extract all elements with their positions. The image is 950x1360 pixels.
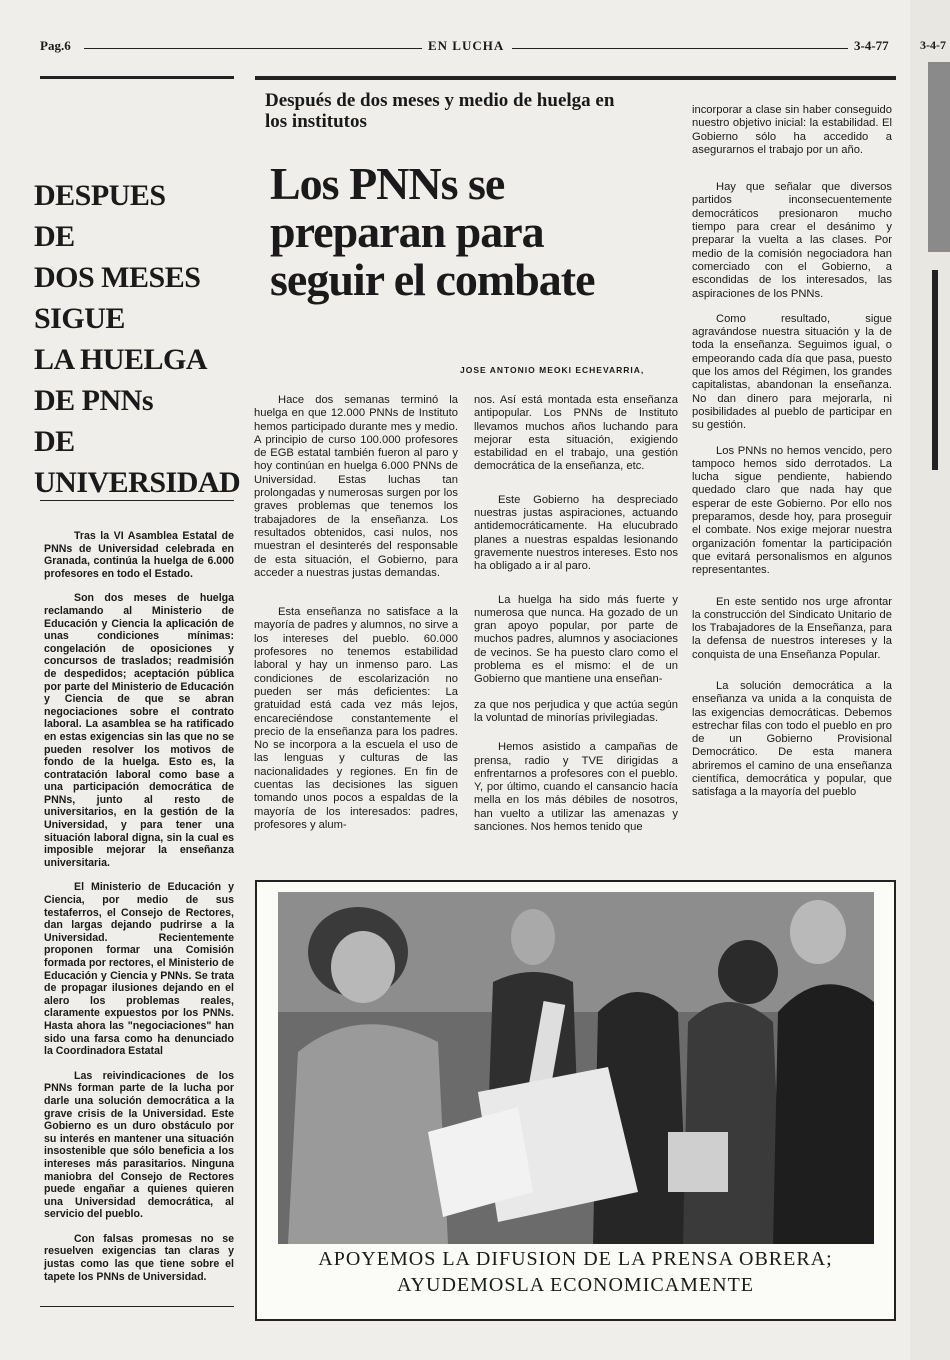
- photo-caption-line-2: AYUDEMOSLA ECONOMICAMENTE: [396, 1274, 755, 1296]
- left-paragraph: El Ministerio de Educación y Ciencia, por medio de sus testaferros, el Consejo de Rectores, dan largas dejando pudrirse a la Universidad. Recientemente proponen formar una Comisión formada por rectores, el Ministerio de Educación y Ciencia y PNNs. Se trata de propagar ilusiones dejando en el alero los problemas reales, claramente expuestos por los PNNs. Hasta ahora las "negociaciones" han sido una farsa como ha denunciado la Coordinadora Estatal: [44, 881, 234, 1058]
- newspaper-name: EN LUCHA: [428, 38, 505, 53]
- left-title-line: DE: [34, 220, 75, 253]
- left-top-rule: [40, 76, 234, 79]
- article-paragraph: La solución democrática a la enseñanza va unida a la conquista de las exigencias democráticas. Debemos estrechar filas con todo el pueblo en pro de un Gobierno Provisional Democrático. De esta manera abriremos el camino de una enseñanza científica, democrática y popular, que satisfaga a la mayoría del pueblo: [692, 679, 892, 799]
- left-bottom-rule: [40, 1306, 234, 1307]
- article-paragraph: Hace dos semanas terminó la huelga en que 12.000 PNNs de Instituto hemos participado durante mes y medio. A principio de curso 100.000 profesores de EGB estatal también fueron al paro y hoy continúan en huelga 6.000 PNNs de Universidad. Estas luchas tan prolongadas y numerosas surgen por los graves problemas que tenemos los trabajadores de la enseñanza. Los resultados obtenidos, casi nulos, nos muestran el desinterés del responsable de esta situación, el Gobierno, para acceder a nuestras justas demandas.: [254, 394, 458, 579]
- article-paragraph: nos. Así está montada esta enseñanza antipopular. Los PNNs de Instituto llevamos muchos años luchando para mejorar esta situación, exigiendo estabilidad en el trabajo, una gestión democrática de la enseñanza, etc.: [474, 394, 678, 473]
- left-title-line: DE PNNs: [34, 384, 154, 417]
- page-number: Pag.6: [40, 38, 71, 53]
- article-top-rule: [255, 76, 896, 80]
- left-title: [34, 175, 241, 503]
- left-paragraph: Con falsas promesas no se resuelven exigencias tan claras y justas como las que tiene sobre el tapete los PNNs de Universidad.: [44, 1232, 234, 1283]
- photo-box: [255, 880, 896, 1321]
- headline-line: Los PNNs se: [270, 158, 505, 209]
- article-paragraph: Esta enseñanza no satisface a la mayoría de padres y alumnos, no sirve a los intereses del pueblo. 60.000 profesores no tenemos estabilidad laboral y hay un inmenso paro. Las condiciones de escolarización no pueden ser más deficientes: La gratuidad está cada vez más lejos, encareciéndose constantemente el precio de la enseñanza para los padres. No se incorpora a la escuela el uso de las lenguas y culturas de las nacionalidades y regiones. En fin de cuentas las decisiones las siguen tomando unos pocos a espaldas de la mayoría de los interesados: padres, profesores y alum-: [254, 606, 458, 831]
- left-title-line: DOS MESES: [34, 261, 201, 294]
- article-column-3: [692, 104, 892, 812]
- article-paragraph: Los PNNs no hemos vencido, pero tampoco hemos sido derrotados. La lucha sigue pendiente, habiendo quedado claro que nada hay que esperar de este Gobierno. Por ello nos preparamos, desde hoy, para proseguir el combate. Nos exige mejorar nuestra organización fomentar la participación que evitará personalismos en algunos representantes.: [692, 444, 892, 577]
- strike-photo: [278, 892, 874, 1244]
- photo-caption-line-1: APOYEMOS LA DIFUSION DE LA PRENSA OBRERA;: [318, 1248, 833, 1270]
- next-page-title-fragment: [932, 270, 950, 470]
- left-title-rule: [40, 500, 234, 501]
- article-paragraph: En este sentido nos urge afrontar la construcción del Sindicato Unitario de los Trabajadores de la Enseñanza, para la defensa de nuestros intereses y la conquista de una Enseñanza Popular.: [692, 595, 892, 661]
- article-kicker: Después de dos meses y medio de huelga en los institutos: [265, 90, 615, 132]
- next-page-photo-fragment: [928, 62, 950, 252]
- article-column-2: [474, 394, 678, 846]
- article-byline: JOSE ANTONIO MEOKI ECHEVARRIA,: [460, 365, 645, 375]
- left-body: [44, 530, 234, 1295]
- headline-line: preparan para: [270, 206, 544, 257]
- left-paragraph: Las reivindicaciones de los PNNs forman parte de la lucha por darle una solución democrática a la grave crisis de la Universidad. Este Gobierno es un duro obstáculo por su interés en mantener una situación insostenible que sólo beneficia a los intereses más parasitarios. Ninguna maniobra del Consejo de Rectores puede engañar a quienes quieren una Universidad democrática, al servicio del pueblo.: [44, 1069, 234, 1221]
- next-page-edge: [910, 0, 950, 1360]
- issue-date: 3-4-77: [854, 38, 889, 53]
- article-paragraph: Hemos asistido a campañas de prensa, radio y TVE dirigidas a enfrentarnos a profesores con el pueblo. Y, por último, cuando el cansancio hacía mella en los más débiles de nosotros, han vuelto a utilizar las amenazas y sanciones. Nos hemos tenido que: [474, 741, 678, 834]
- article-paragraph: Este Gobierno ha despreciado nuestras justas aspiraciones, actuando antidemocráticamente. Ha elucubrado planes a nuestras espaldas lesionando gravemente nuestros intereses. Esto nos ha obligado a ir al paro.: [474, 493, 678, 573]
- next-page-date: 3-4-7: [920, 38, 946, 52]
- photo-illustration: [278, 892, 874, 1244]
- left-title-line: DE: [34, 425, 75, 458]
- article-paragraph: Hay que señalar que diversos partidos inconsecuentemente democráticos presionaron mucho tiempo para crear el desánimo y preparar la vuelta a las clases. Por medio de la comisión negociadora han comerciado con el Gobierno, a escondidas de los interesados, las aspiraciones de los PNNs.: [692, 181, 892, 300]
- left-title-line: UNIVERSIDAD: [34, 466, 241, 499]
- left-title-line: DESPUES: [34, 179, 166, 212]
- article-paragraph: Como resultado, sigue agravándose nuestra situación y la de toda la enseñanza. Seguimos igual, o empeorando cada día que pasa, puesto que los amos del Régimen, los grandes capitalistas, abandonan la enseñanza. No dan dinero para mejorarla, ni posibilidades al pueblo de participar en su gestión.: [692, 312, 892, 432]
- left-paragraph: Son dos meses de huelga reclamando al Ministerio de Educación y Ciencia la aplicación de unas condiciones mínimas: congelación de oposiciones y concursos de traslados; readmisión de despedidos; aceptación pública por parte del Ministerio de Educación y Ciencia de que se abran negociaciones sobre el contrato laboral. La asamblea se ha ratificado en estas exigencias sin las que no se pueden resolver los motivos de fondo de la huelga. Esto es, la contratación laboral como base a una participación democrática de PNNs, junto al resto de universitarios, en la gestión de la Universidad, y para tener una situación laboral digna, sin la cual es imposible mejorar la enseñanza universitaria.: [44, 592, 234, 869]
- headline-line: seguir el combate: [270, 254, 595, 305]
- article-paragraph: La huelga ha sido más fuerte y numerosa que nunca. Ha gozado de un gran apoyo popular, por parte de muchos padres, alumnos y asociaciones de vecinos. Se ha puesto claro como el problema es el mismo: el de un Gobierno que mantiene una enseñan-: [474, 593, 678, 686]
- header-rule-left: [84, 48, 422, 49]
- left-paragraph: Tras la VI Asamblea Estatal de PNNs de Universidad celebrada en Granada, continúa la huelga de 6.000 profesores en todo el Estado.: [44, 530, 234, 580]
- article-headline: [270, 160, 680, 304]
- article-paragraph: incorporar a clase sin haber conseguido nuestro objetivo inicial: la estabilidad. El Gobierno sólo ha accedido a asegurarnos el trabajo por un año.: [692, 104, 892, 156]
- header-rule-right: [512, 48, 848, 49]
- left-title-line: SIGUE: [34, 302, 125, 335]
- article-column-1: [254, 394, 458, 844]
- article-paragraph: za que nos perjudica y que actúa según la voluntad de minorías privilegiadas.: [474, 698, 678, 724]
- left-title-line: LA HUELGA: [34, 343, 208, 376]
